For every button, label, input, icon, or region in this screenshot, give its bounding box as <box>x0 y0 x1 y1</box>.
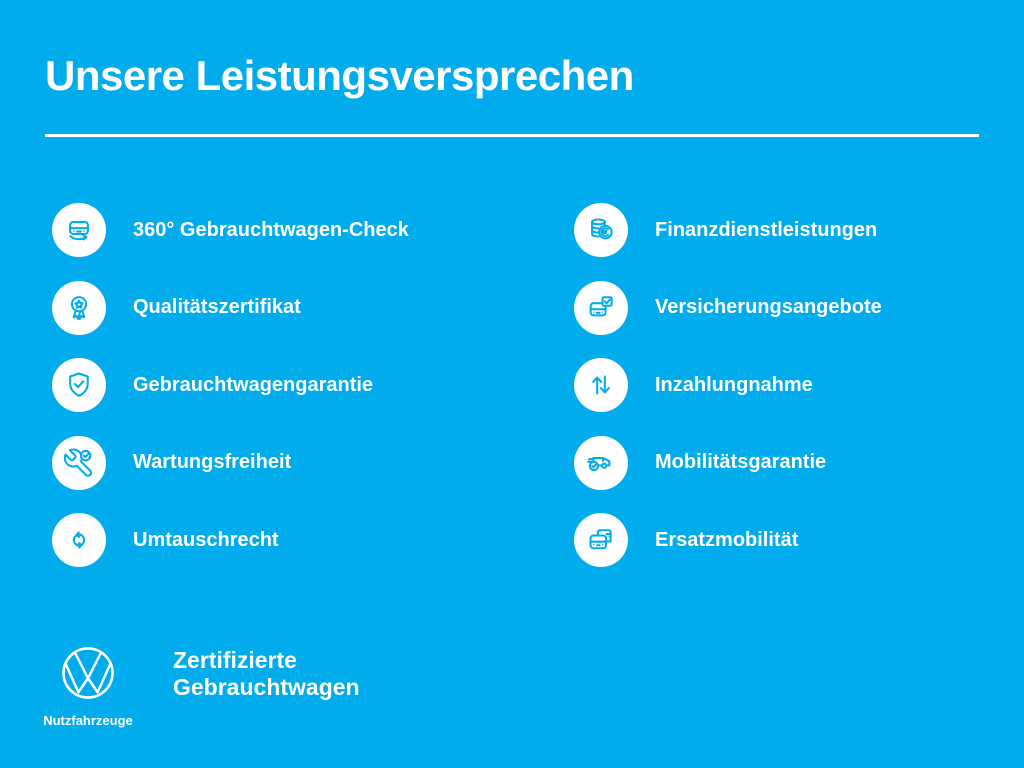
coins-euro-icon <box>574 203 628 257</box>
promise-label: Ersatzmobilität <box>655 528 799 551</box>
promise-item <box>52 203 409 257</box>
promise-item <box>574 436 882 490</box>
promise-column-right <box>574 203 882 567</box>
program-title <box>173 647 360 701</box>
promise-label: Inzahlungnahme <box>655 373 813 396</box>
promise-label: Mobilitätsgarantie <box>655 451 827 473</box>
promise-label: Gebrauchtwagengarantie <box>133 373 374 396</box>
title-divider <box>45 134 979 137</box>
program-title-line2: Gebrauchtwagen <box>173 674 360 700</box>
promise-label: Versicherungsangebote <box>655 296 882 318</box>
promise-item <box>52 281 409 335</box>
car-360-icon <box>52 203 106 257</box>
promise-item <box>574 281 882 335</box>
brand-label: Nutzfahrzeuge <box>43 713 133 728</box>
promise-item <box>52 358 409 412</box>
promise-item <box>52 436 409 490</box>
promise-label: Finanzdienstleistungen <box>655 218 878 241</box>
promise-label: Wartungsfreiheit <box>133 451 292 473</box>
car-checkbox-icon <box>574 281 628 335</box>
promise-item <box>574 513 882 567</box>
exchange-arrows-icon <box>52 513 106 567</box>
vw-logo <box>60 645 116 701</box>
program-title-line1: Zertifizierte <box>173 647 297 673</box>
promise-column-left <box>52 203 409 567</box>
promise-label: Qualitätszertifikat <box>133 296 301 318</box>
wrench-check-icon <box>52 436 106 490</box>
promise-item <box>574 203 882 257</box>
certificate-badge-icon <box>52 281 106 335</box>
promise-item <box>574 358 882 412</box>
arrows-up-down-icon <box>574 358 628 412</box>
promise-item <box>52 513 409 567</box>
van-check-icon <box>574 436 628 490</box>
two-cars-icon <box>574 513 628 567</box>
page-title: Unsere Leistungsversprechen <box>45 52 634 99</box>
shield-check-icon <box>52 358 106 412</box>
promise-label: 360° Gebrauchtwagen-Check <box>133 218 409 241</box>
promise-label: Umtauschrecht <box>133 528 279 551</box>
